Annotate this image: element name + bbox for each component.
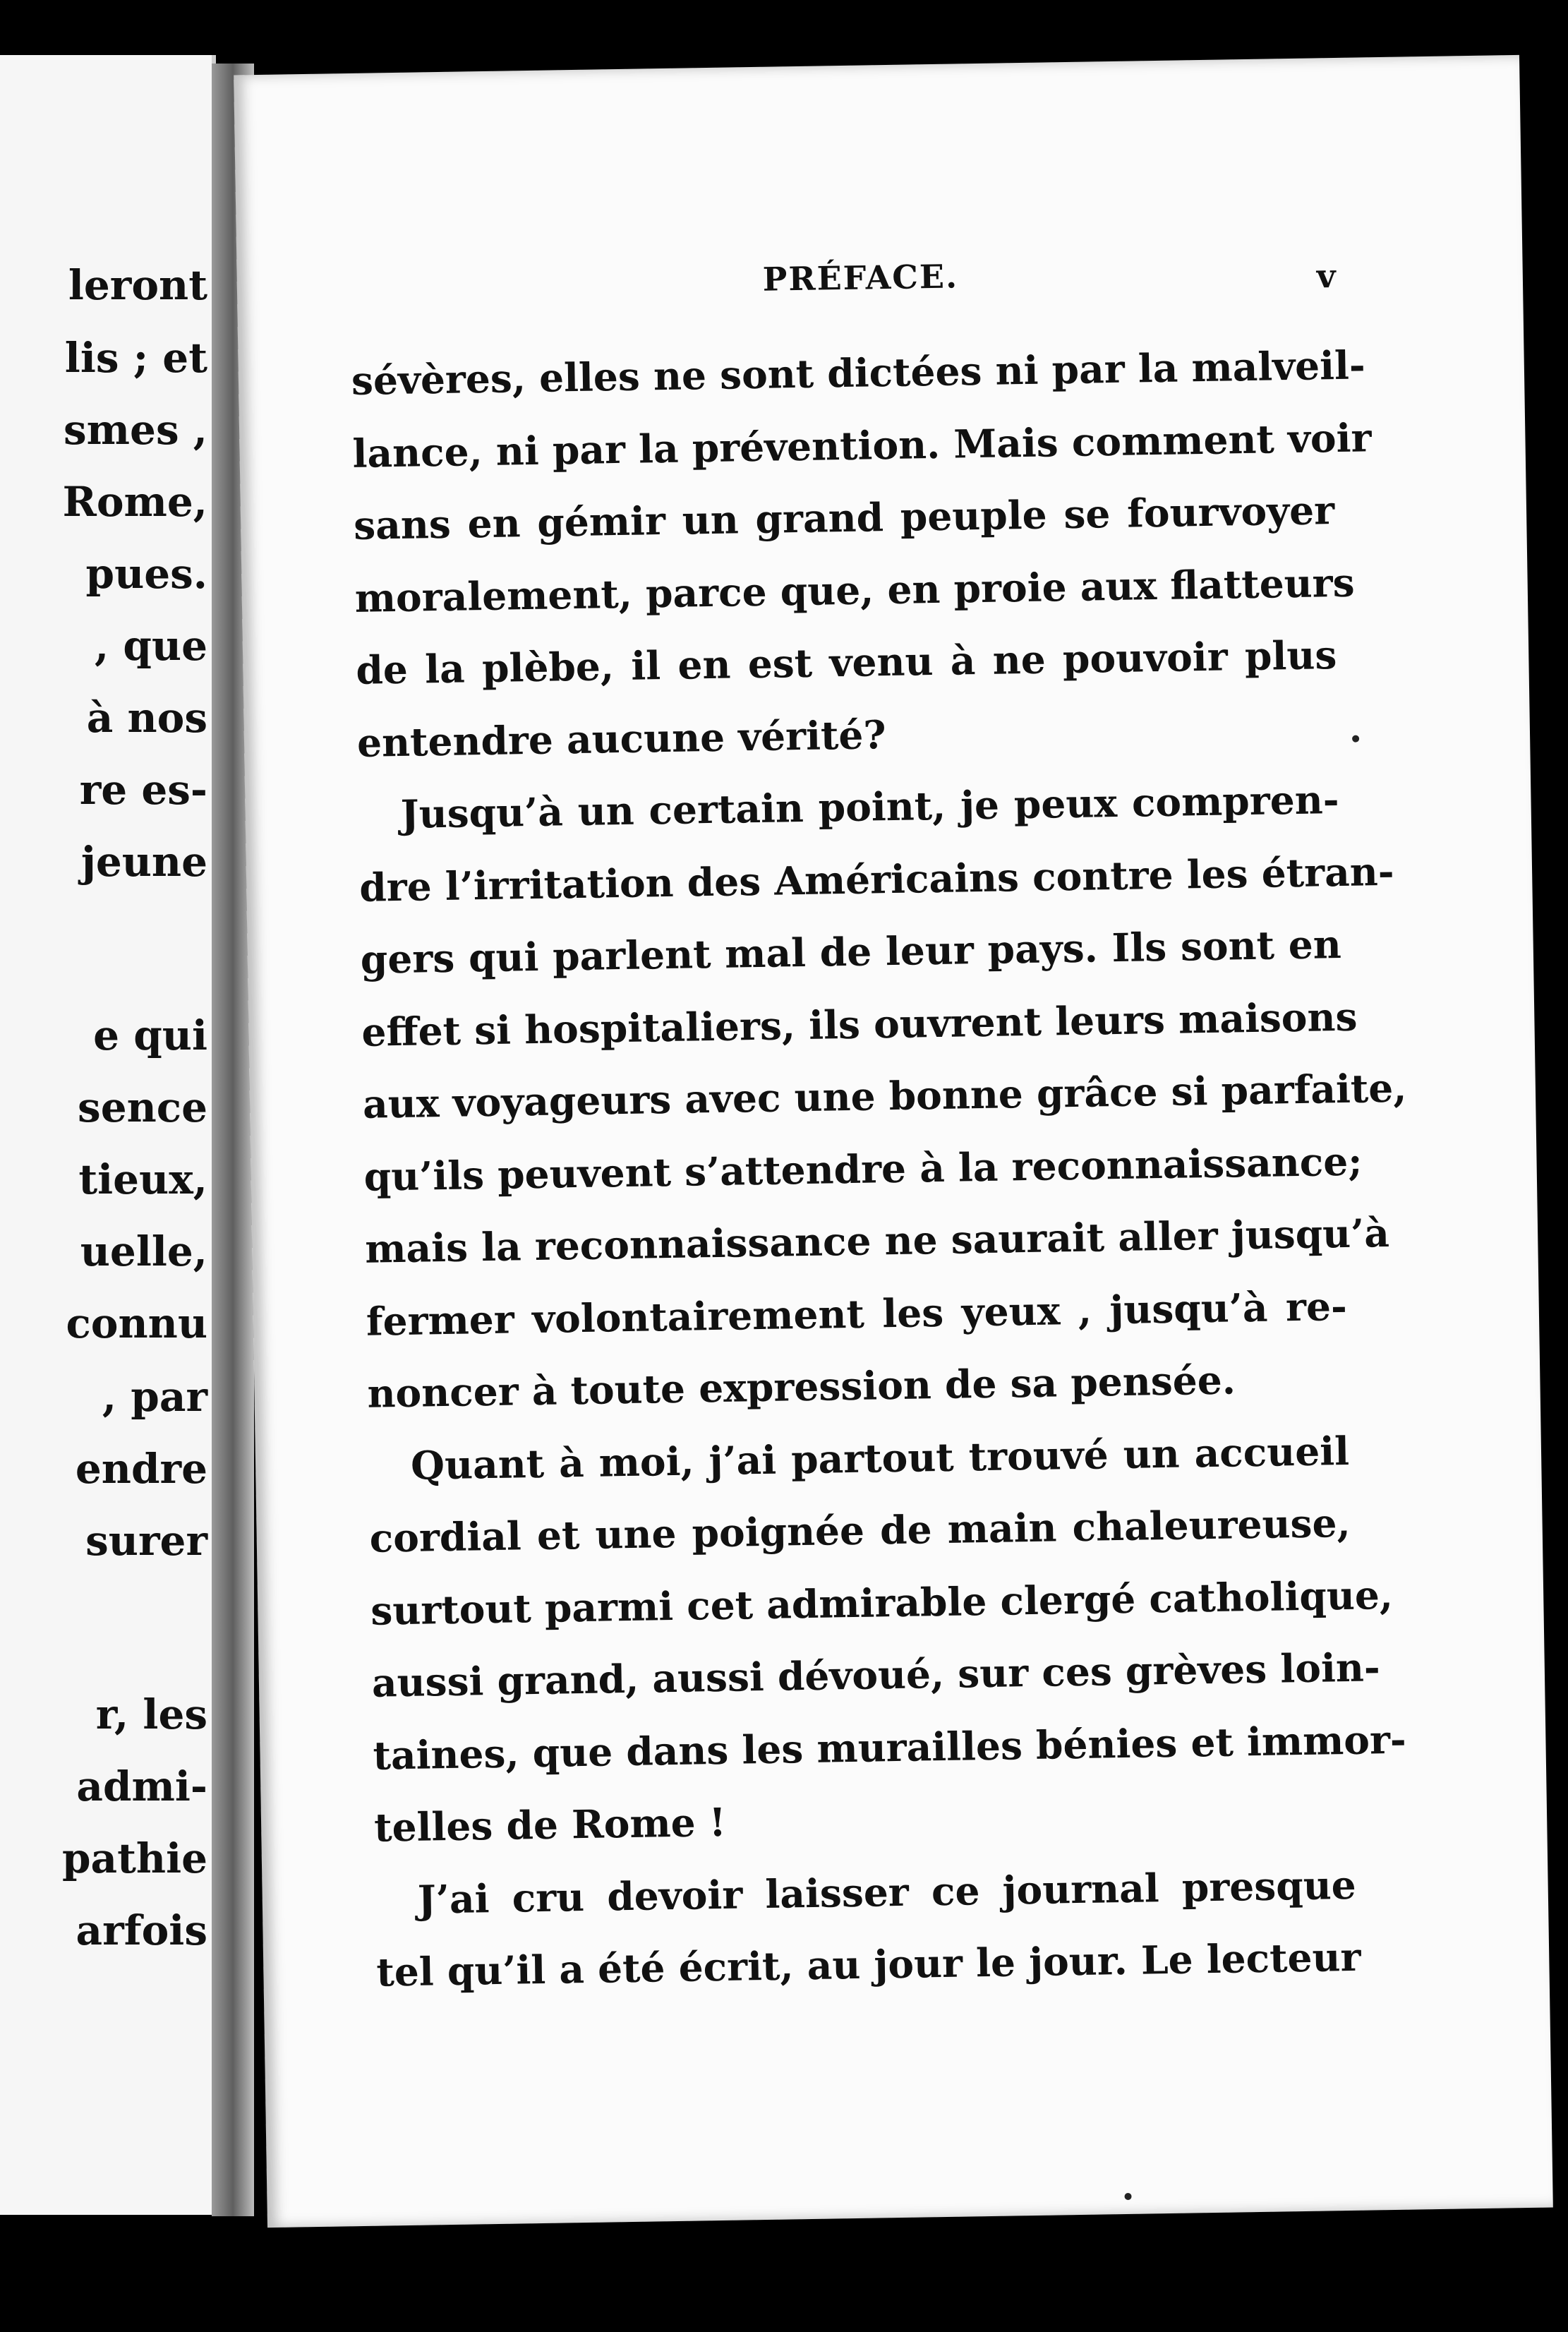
left-page-line-fragment: connu bbox=[66, 1299, 207, 1347]
left-page-line-fragment: à nos bbox=[86, 694, 207, 742]
text-line: tel qu’il a été écrit, au jour le jour. Le lecteur bbox=[375, 1933, 1361, 1995]
left-page-line-fragment: , par bbox=[102, 1373, 207, 1421]
left-page-line-fragment: tieux, bbox=[78, 1155, 207, 1203]
text-line: qu’ils peuvent s’attendre à la reconnaissance; bbox=[363, 1138, 1363, 1200]
left-page-line-fragment: leront bbox=[68, 261, 207, 309]
text-line: gers qui parlent mal de leur pays. Ils sont en bbox=[360, 921, 1342, 982]
left-page-line-fragment: r, les bbox=[95, 1690, 207, 1738]
left-page-line-fragment: endre bbox=[75, 1445, 207, 1493]
body-text bbox=[351, 330, 1407, 2009]
text-line: de la plèbe, il en est venu à ne pouvoir plus bbox=[355, 632, 1337, 693]
left-page-line-fragment: surer bbox=[85, 1517, 207, 1565]
left-page-line-fragment: pues. bbox=[85, 550, 207, 598]
text-line: noncer à toute expression de sa pensée. bbox=[367, 1357, 1236, 1417]
text-line: effet si hospitaliers, ils ouvrent leurs maisons bbox=[361, 993, 1358, 1055]
left-page-line-fragment: e qui bbox=[93, 1011, 207, 1059]
text-line: aussi grand, aussi dévoué, sur ces grèves loin- bbox=[371, 1644, 1381, 1706]
left-page-line-fragment: smes , bbox=[64, 406, 207, 454]
right-page bbox=[234, 55, 1553, 2228]
text-line: dre l’irritation des Américains contre les étran- bbox=[358, 848, 1395, 910]
text-line: entendre aucune vérité? bbox=[356, 711, 887, 766]
paragraph bbox=[368, 1414, 1407, 1864]
text-line: lance, ni par la prévention. Mais comment voir bbox=[352, 414, 1372, 476]
left-page-line-fragment: admi- bbox=[76, 1762, 207, 1810]
left-page-line-fragment: arfois bbox=[76, 1906, 207, 1954]
left-page-line-fragment: pathie bbox=[61, 1834, 207, 1882]
ink-speck bbox=[1124, 2193, 1131, 2200]
text-line: J’ai cru devoir laisser ce journal presque bbox=[417, 1861, 1357, 1923]
text-line: aux voyageurs avec une bonne grâce si parfaite, bbox=[362, 1064, 1407, 1127]
paragraph bbox=[358, 764, 1407, 1430]
left-page-edge bbox=[0, 55, 216, 2215]
text-line: telles de Rome ! bbox=[373, 1798, 727, 1851]
text-line: sans en gémir un grand peuple se fourvoyer bbox=[353, 487, 1335, 548]
text-line: Quant à moi, j’ai partout trouvé un accueil bbox=[410, 1427, 1350, 1489]
text-line: taines, que dans les murailles bénies et immor- bbox=[373, 1716, 1407, 1779]
left-page-line-fragment: Rome, bbox=[62, 478, 207, 526]
page-number: v bbox=[1316, 257, 1336, 296]
left-page-line-fragment: re es- bbox=[79, 766, 207, 814]
text-line: cordial et une poignée de main chaleureuse, bbox=[369, 1499, 1351, 1561]
paragraph bbox=[375, 1849, 1361, 2009]
left-page-line-fragment: , que bbox=[94, 622, 207, 670]
paragraph bbox=[351, 330, 1372, 779]
text-line: mais la reconnaissance ne saurait aller jusqu’à bbox=[364, 1209, 1390, 1272]
text-line: moralement, parce que, en proie aux flatteurs bbox=[354, 559, 1356, 621]
left-page-line-fragment: jeune bbox=[80, 838, 207, 886]
text-line: sévères, elles ne sont dictées ni par la malveil- bbox=[351, 342, 1366, 404]
ink-speck bbox=[1352, 735, 1359, 743]
running-head: PRÉFACE. bbox=[762, 257, 959, 299]
text-line: fermer volontairement les yeux , jusqu’à re- bbox=[366, 1282, 1348, 1345]
left-page-line-fragment: sence bbox=[78, 1083, 207, 1131]
text-line: surtout parmi cet admirable clergé catholique, bbox=[370, 1571, 1394, 1634]
left-page-line-fragment: lis ; et bbox=[64, 334, 207, 382]
left-page-line-fragment: uelle, bbox=[80, 1227, 207, 1275]
text-line: Jusqu’à un certain point, je peux compren- bbox=[400, 776, 1339, 837]
